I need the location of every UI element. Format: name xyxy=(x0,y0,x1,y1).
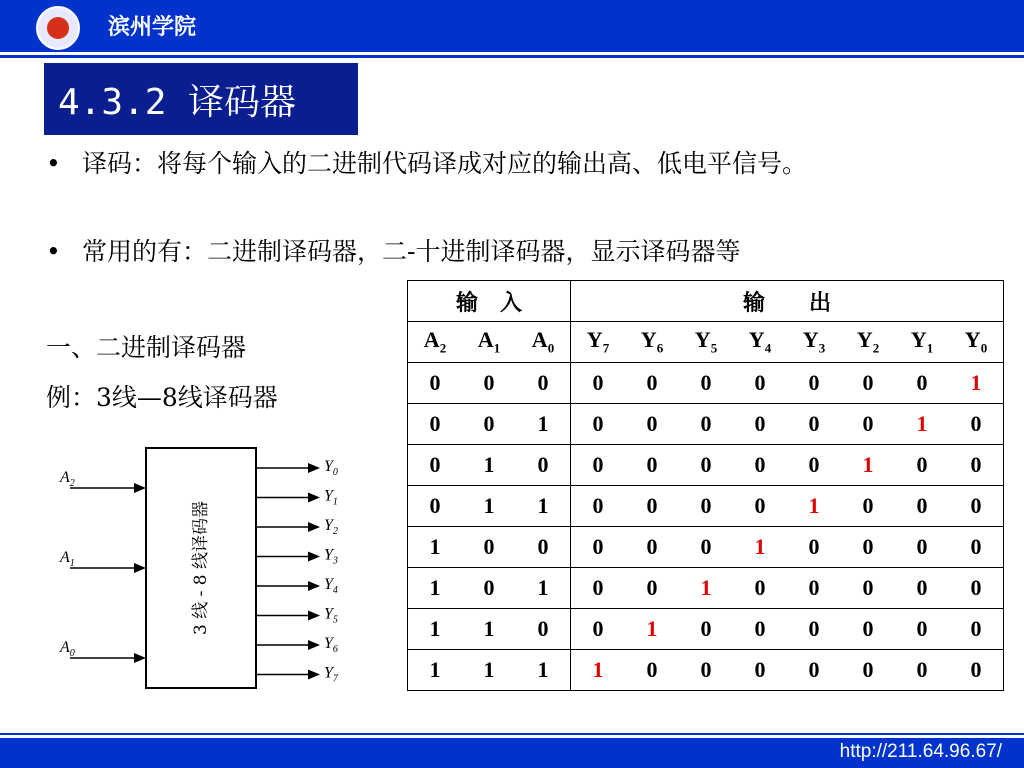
output-cell: 0 xyxy=(700,493,712,518)
arrow-head-icon xyxy=(308,493,320,503)
input-cell: 1 xyxy=(483,616,495,641)
table-row xyxy=(408,404,1004,445)
output-cell: 0 xyxy=(862,575,874,600)
input-cell: 1 xyxy=(429,616,441,641)
output-cell: 0 xyxy=(700,657,712,682)
output-cell: 0 xyxy=(970,411,982,436)
output-cell: 0 xyxy=(970,534,982,559)
output-cell: 0 xyxy=(700,534,712,559)
input-cell: 1 xyxy=(537,575,549,600)
output-cell: 0 xyxy=(646,370,658,395)
output-label: $Y_7$ xyxy=(324,664,338,685)
output-cell: 0 xyxy=(592,493,604,518)
input-cell: 1 xyxy=(483,493,495,518)
input-cell: 0 xyxy=(429,452,441,477)
input-cell: 0 xyxy=(429,370,441,395)
output-cell: 1 xyxy=(808,493,820,518)
arrow-head-icon xyxy=(308,640,320,650)
output-cell: 1 xyxy=(754,534,766,559)
input-label: $A_0$ xyxy=(60,639,75,659)
arrow-head-icon xyxy=(308,581,320,591)
input-cell: 0 xyxy=(537,452,549,477)
output-cell: 1 xyxy=(862,452,874,477)
arrow-head-icon xyxy=(308,463,320,473)
table-header-output: 输 出 xyxy=(571,281,1004,322)
section-heading: 一、二进制译码器 xyxy=(46,333,247,362)
output-col-header: $Y_0$ xyxy=(964,327,988,356)
output-cell: 0 xyxy=(916,616,928,641)
footer-divider xyxy=(0,733,1024,735)
output-cell: 0 xyxy=(700,370,712,395)
output-cell: 0 xyxy=(754,616,766,641)
school-name: 滨州学院 xyxy=(108,15,197,40)
truth-table xyxy=(407,280,1004,691)
output-col-header: $Y_4$ xyxy=(748,327,772,356)
output-label: $Y_0$ xyxy=(324,458,338,478)
output-cell: 1 xyxy=(916,411,928,436)
output-cell: 0 xyxy=(808,370,820,395)
input-cell: 0 xyxy=(429,493,441,518)
arrow-head-icon xyxy=(308,552,320,562)
example-label: 例：3线—8线译码器 xyxy=(46,383,278,412)
input-col-header: $A_2$ xyxy=(423,327,447,356)
bullet-item xyxy=(46,145,926,183)
output-cell: 1 xyxy=(646,616,658,641)
input-cell: 0 xyxy=(483,575,495,600)
output-label: $Y_4$ xyxy=(324,576,338,596)
output-cell: 0 xyxy=(592,534,604,559)
header-bar xyxy=(0,0,1024,52)
table-row xyxy=(408,363,1004,404)
output-label: $Y_3$ xyxy=(324,546,338,567)
school-logo-icon xyxy=(36,6,80,50)
input-cell: 0 xyxy=(483,370,495,395)
output-cell: 1 xyxy=(592,657,604,682)
bullet-marker: • xyxy=(46,237,61,266)
decoder-block-diagram xyxy=(40,440,380,700)
input-cell: 0 xyxy=(429,411,441,436)
arrow-head-icon xyxy=(134,653,146,663)
output-cell: 0 xyxy=(646,452,658,477)
bullet-text: 常用的有：二进制译码器，二-十进制译码器，显示译码器等 xyxy=(82,237,741,266)
output-cell: 0 xyxy=(754,657,766,682)
arrow-head-icon xyxy=(308,522,320,532)
header-divider xyxy=(0,55,1024,58)
output-cell: 0 xyxy=(646,575,658,600)
input-label: $A_1$ xyxy=(60,549,75,569)
input-cell: 0 xyxy=(537,616,549,641)
output-cell: 0 xyxy=(754,370,766,395)
output-cell: 0 xyxy=(970,493,982,518)
output-column-headers xyxy=(571,322,1004,363)
output-cell: 0 xyxy=(808,411,820,436)
output-col-header: $Y_5$ xyxy=(694,327,718,356)
output-cell: 0 xyxy=(916,493,928,518)
slide-title: 4.3.2 译码器 xyxy=(44,63,358,135)
input-cell: 1 xyxy=(483,452,495,477)
output-col-header: $Y_7$ xyxy=(586,327,610,356)
bullet-marker: • xyxy=(46,149,61,178)
output-cell: 0 xyxy=(862,493,874,518)
output-cell: 0 xyxy=(862,534,874,559)
output-cell: 0 xyxy=(754,575,766,600)
output-cell: 0 xyxy=(808,534,820,559)
table-row xyxy=(408,609,1004,650)
output-cell: 1 xyxy=(700,575,712,600)
output-label: $Y_2$ xyxy=(324,517,338,537)
output-cell: 0 xyxy=(916,370,928,395)
output-col-header: $Y_6$ xyxy=(640,327,664,356)
input-col-header: $A_1$ xyxy=(477,327,501,356)
table-row xyxy=(408,527,1004,568)
output-cell: 0 xyxy=(592,575,604,600)
output-col-header: $Y_3$ xyxy=(802,327,826,356)
output-cell: 0 xyxy=(646,493,658,518)
output-cell: 1 xyxy=(970,370,982,395)
output-cell: 0 xyxy=(862,616,874,641)
input-cell: 1 xyxy=(483,657,495,682)
input-cell: 1 xyxy=(537,493,549,518)
output-cell: 0 xyxy=(916,657,928,682)
input-label: $A_2$ xyxy=(60,469,75,489)
output-cell: 0 xyxy=(808,616,820,641)
output-cell: 0 xyxy=(916,534,928,559)
input-cell: 1 xyxy=(429,534,441,559)
input-cell: 1 xyxy=(429,657,441,682)
table-row xyxy=(408,486,1004,527)
table-header-input: 输 入 xyxy=(408,281,571,322)
table-row xyxy=(408,650,1004,691)
output-col-header: $Y_1$ xyxy=(910,327,934,356)
output-cell: 0 xyxy=(754,493,766,518)
decoder-block-label: 3 线 - 8 线译码器 xyxy=(191,501,211,635)
input-cell: 1 xyxy=(537,657,549,682)
output-cell: 0 xyxy=(808,657,820,682)
output-cell: 0 xyxy=(916,452,928,477)
output-cell: 0 xyxy=(970,616,982,641)
output-cell: 0 xyxy=(862,657,874,682)
output-cell: 0 xyxy=(970,657,982,682)
output-cell: 0 xyxy=(808,452,820,477)
output-label: $Y_5$ xyxy=(324,605,338,626)
table-row xyxy=(408,568,1004,609)
output-cell: 0 xyxy=(754,411,766,436)
input-cell: 1 xyxy=(429,575,441,600)
bullet-item xyxy=(46,233,741,271)
output-cell: 0 xyxy=(862,370,874,395)
input-cell: 1 xyxy=(537,411,549,436)
input-cell: 0 xyxy=(537,534,549,559)
table-row xyxy=(408,445,1004,486)
input-column-headers xyxy=(408,322,571,363)
output-cell: 0 xyxy=(646,657,658,682)
output-cell: 0 xyxy=(592,370,604,395)
output-cell: 0 xyxy=(970,452,982,477)
output-cell: 0 xyxy=(592,452,604,477)
output-cell: 0 xyxy=(862,411,874,436)
output-cell: 0 xyxy=(970,575,982,600)
arrow-head-icon xyxy=(134,563,146,573)
output-cell: 0 xyxy=(592,411,604,436)
arrow-head-icon xyxy=(308,611,320,621)
input-cell: 0 xyxy=(537,370,549,395)
output-cell: 0 xyxy=(700,411,712,436)
output-cell: 0 xyxy=(754,452,766,477)
input-col-header: $A_0$ xyxy=(531,327,555,356)
footer-url: http://211.64.96.67/ xyxy=(839,741,1002,762)
input-cell: 0 xyxy=(483,411,495,436)
output-cell: 0 xyxy=(916,575,928,600)
output-cell: 0 xyxy=(646,411,658,436)
output-col-header: $Y_2$ xyxy=(856,327,880,356)
output-cell: 0 xyxy=(808,575,820,600)
output-cell: 0 xyxy=(700,452,712,477)
arrow-head-icon xyxy=(134,483,146,493)
input-cell: 0 xyxy=(483,534,495,559)
arrow-head-icon xyxy=(308,670,320,680)
output-label: $Y_6$ xyxy=(324,635,338,655)
output-cell: 0 xyxy=(700,616,712,641)
output-label: $Y_1$ xyxy=(324,487,338,508)
bullet-text: 译码：将每个输入的二进制代码译成对应的输出高、低电平信号。 xyxy=(82,149,808,178)
output-cell: 0 xyxy=(592,616,604,641)
output-cell: 0 xyxy=(646,534,658,559)
